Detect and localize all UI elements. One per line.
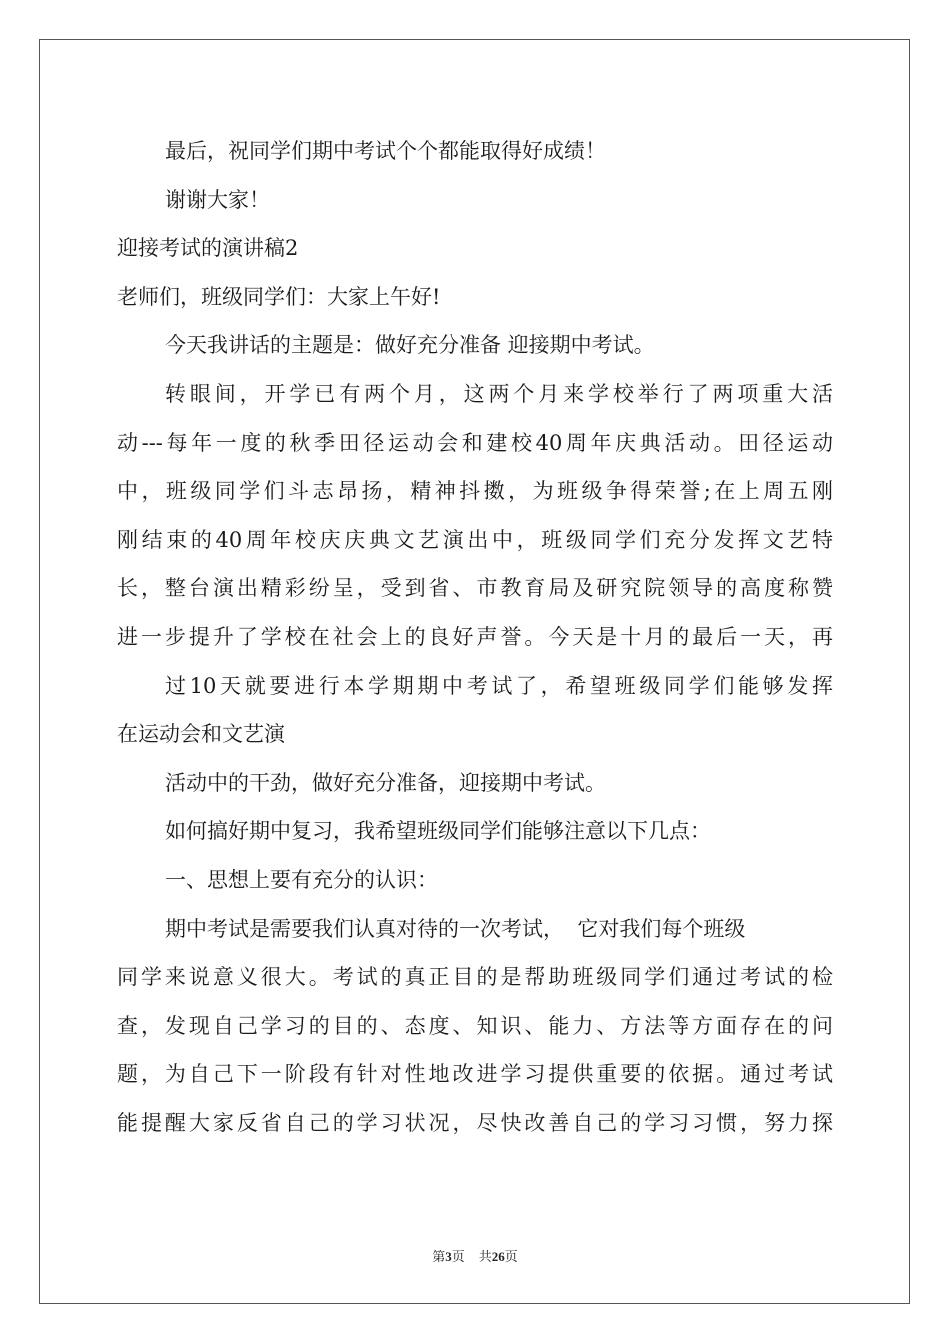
paragraph-line: 查，发现自己学习的目的、态度、知识、能力、方法等方面存在的问 bbox=[117, 1013, 833, 1038]
greeting-line: 老师们，班级同学们：大家上午好! bbox=[117, 284, 441, 309]
paragraph-line: 进一步提升了学校在社会上的良好声誉。今天是十月的最后一天，再 bbox=[117, 624, 833, 649]
page-total: 26 bbox=[491, 1249, 505, 1264]
paragraph-line: 如何搞好期中复习，我希望班级同学们能够注意以下几点： bbox=[165, 819, 711, 844]
paragraph-line: 长，整台演出精彩纷呈，受到省、市教育局及研究院领导的高度称赞 bbox=[117, 576, 833, 601]
page-prefix: 第 bbox=[432, 1250, 446, 1265]
document-body bbox=[117, 127, 833, 1147]
paragraph-line: 谢谢大家！ bbox=[165, 187, 270, 212]
page-suffix: 页 bbox=[451, 1250, 465, 1265]
paragraph-line: 活动中的干劲，做好充分准备，迎接期中考试。 bbox=[165, 770, 606, 795]
total-suffix: 页 bbox=[504, 1250, 518, 1265]
paragraph-line: 转眼间，开学已有两个月，这两个月来学校举行了两项重大活 bbox=[165, 381, 833, 406]
paragraph-line: 在运动会和文艺演 bbox=[117, 722, 285, 747]
section-heading: 迎接考试的演讲稿2 bbox=[117, 236, 299, 261]
paragraph-line: 最后，祝同学们期中考试个个都能取得好成绩！ bbox=[165, 139, 606, 163]
subheading-line: 一、思想上要有充分的认识： bbox=[165, 867, 438, 892]
paragraph-line: 题，为自己下一阶段有针对性地改进学习提供重要的依据。通过考试 bbox=[117, 1062, 833, 1087]
paragraph-line: 同学来说意义很大。考试的真正目的是帮助班级同学们通过考试的检 bbox=[117, 965, 833, 990]
total-prefix: 共 bbox=[478, 1250, 492, 1265]
paragraph-line: 今天我讲话的主题是：做好充分准备 迎接期中考试。 bbox=[165, 333, 655, 358]
paragraph-line: 刚结束的40周年校庆庆典文艺演出中，班级同学们充分发挥文艺特 bbox=[117, 527, 833, 552]
paragraph-line: 期中考试是需要我们认真对待的一次考试， 它对我们每个班级 bbox=[165, 916, 746, 941]
page-footer bbox=[0, 1246, 950, 1265]
paragraph-line: 能提醒大家反省自己的学习状况，尽快改善自己的学习习惯，努力探 bbox=[117, 1110, 833, 1135]
paragraph-line: 过10天就要进行本学期期中考试了，希望班级同学们能够发挥 bbox=[165, 673, 833, 698]
page-current: 3 bbox=[445, 1249, 452, 1264]
paragraph-line: 动---每年一度的秋季田径运动会和建校40周年庆典活动。田径运动 bbox=[117, 430, 833, 455]
paragraph-line: 中，班级同学们斗志昂扬，精神抖擞，为班级争得荣誉;在上周五刚 bbox=[117, 479, 833, 504]
